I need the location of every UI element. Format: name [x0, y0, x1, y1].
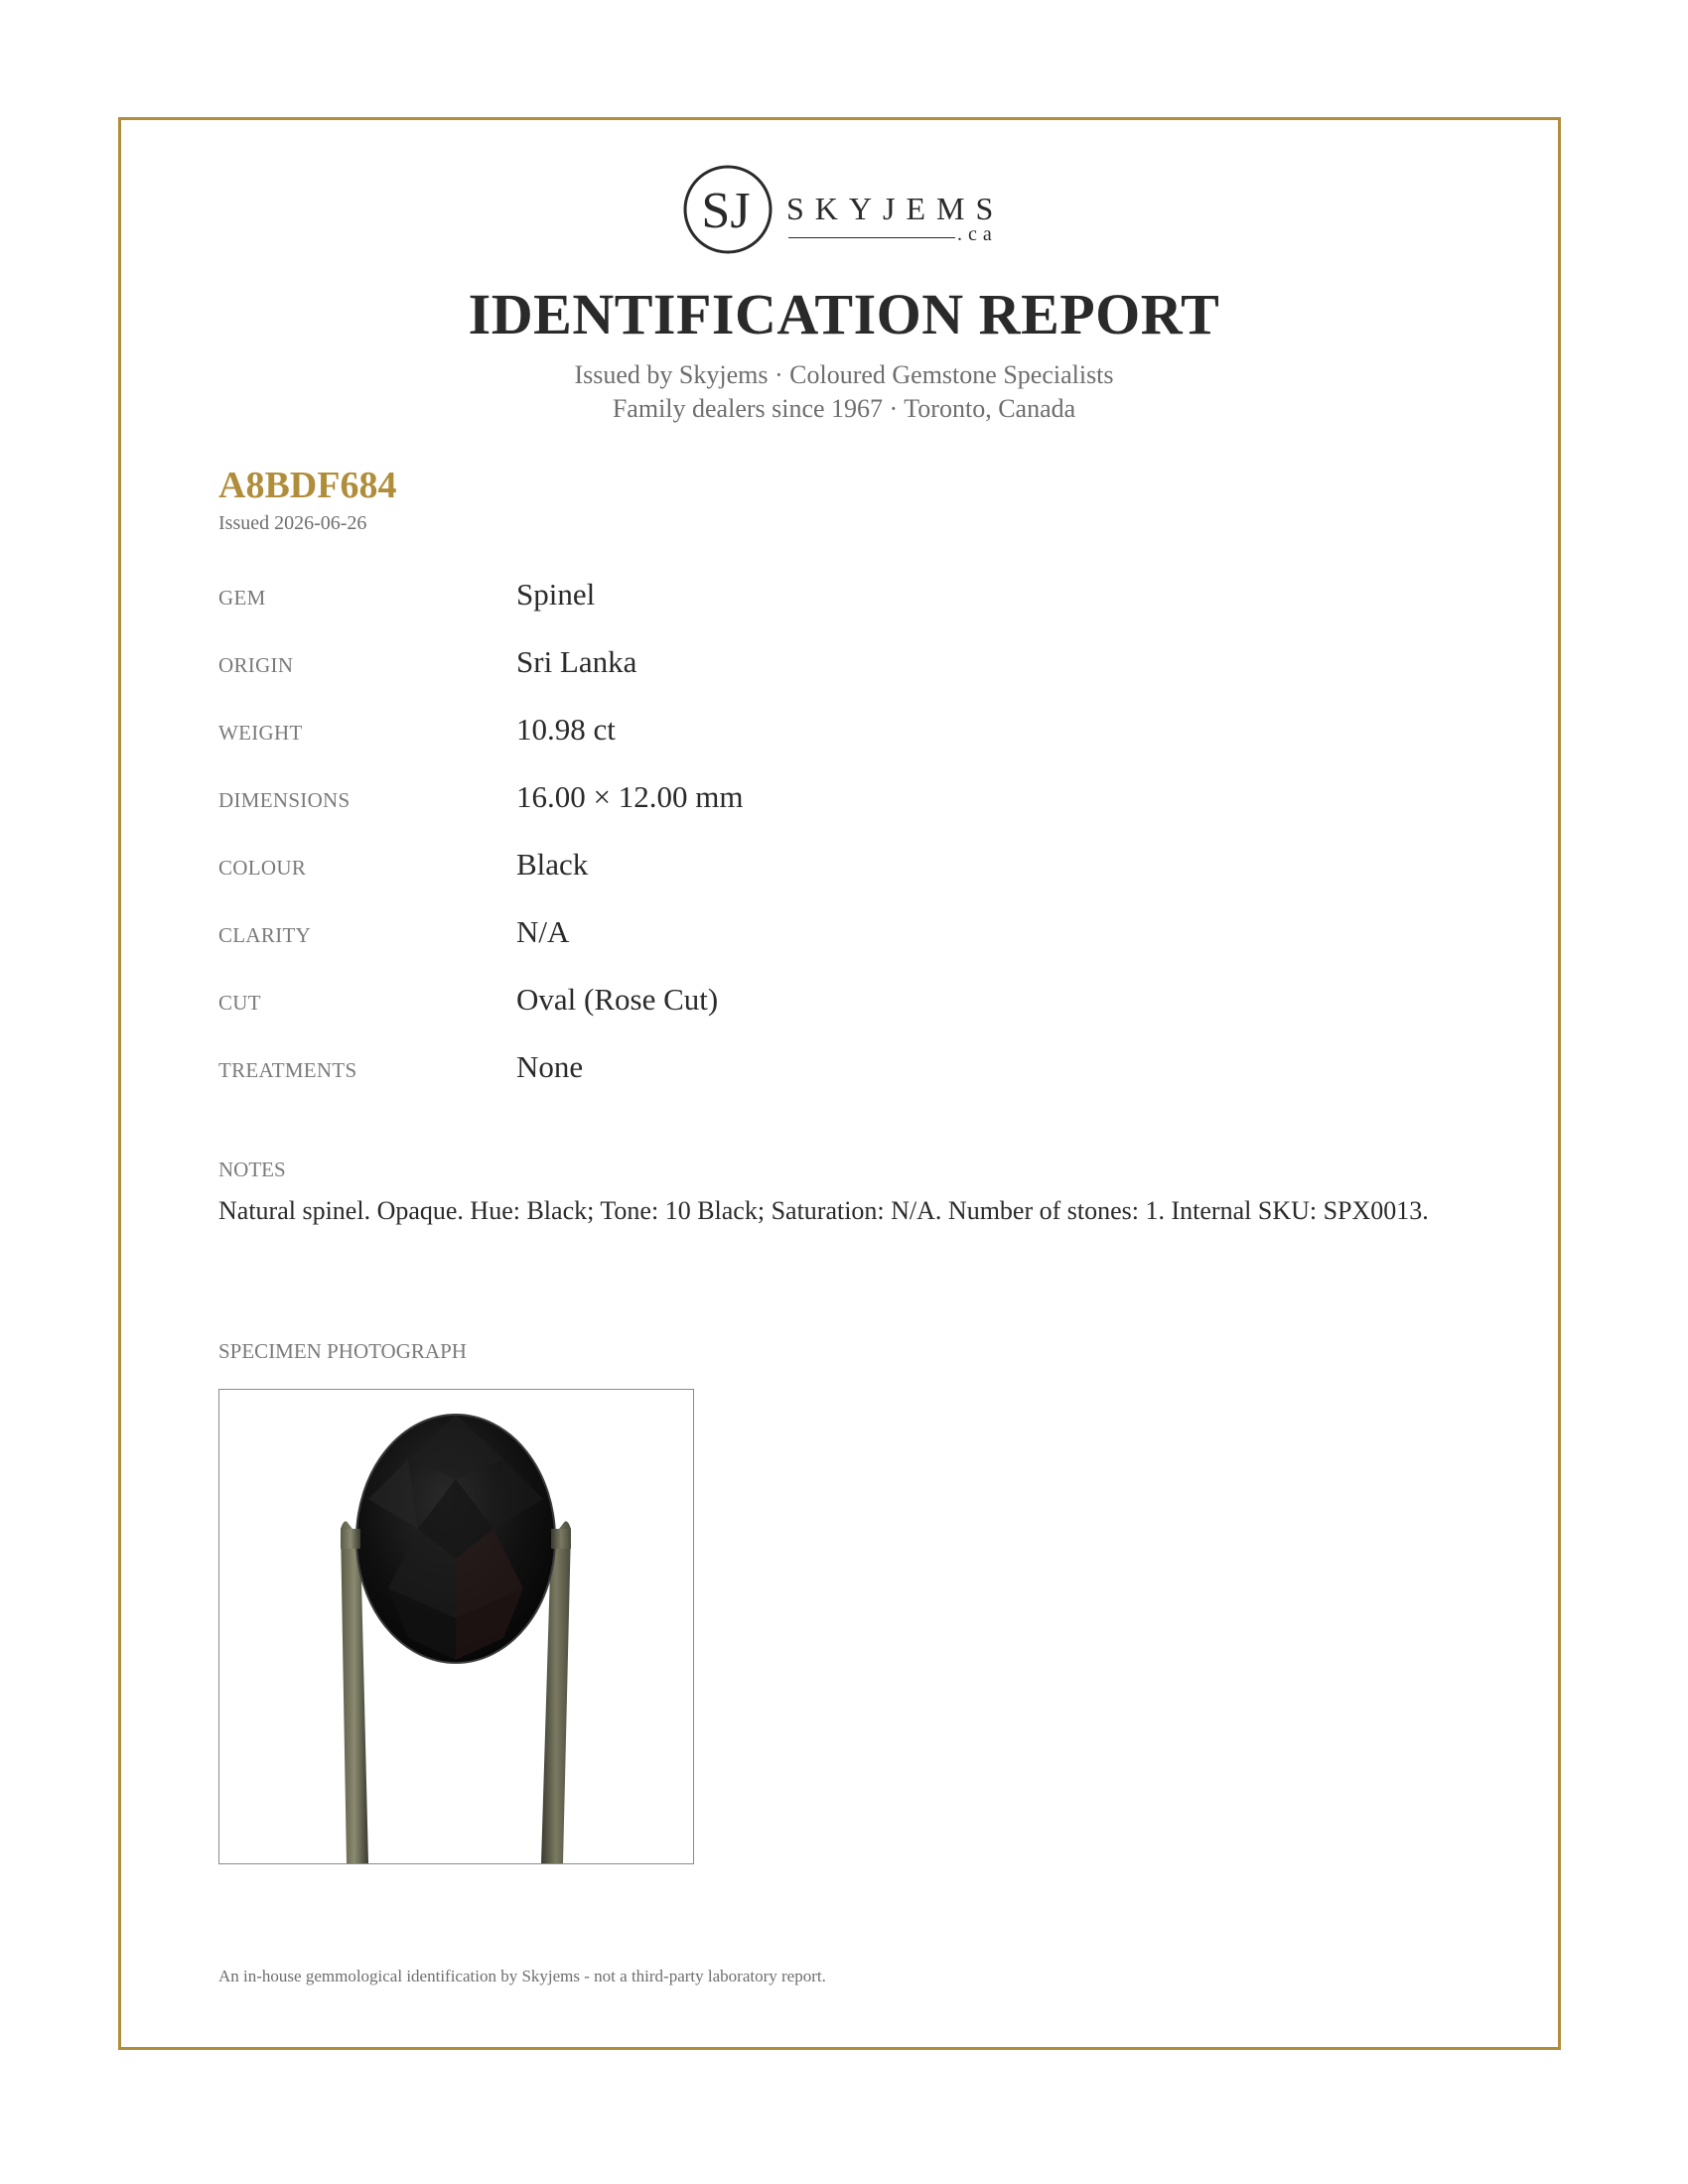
- skyjems-logo: [682, 164, 1010, 263]
- field-value: Sri Lanka: [516, 644, 637, 679]
- issued-date: Issued 2026-06-26: [218, 512, 367, 534]
- gemstone-image: [219, 1390, 693, 1863]
- field-label: CUT: [218, 991, 261, 1015]
- field-label: TREATMENTS: [218, 1058, 357, 1082]
- field-label: COLOUR: [218, 856, 307, 880]
- field-label: CLARITY: [218, 923, 312, 947]
- field-label: WEIGHT: [218, 721, 303, 745]
- notes-label: NOTES: [218, 1158, 286, 1181]
- footer-disclaimer: An in-house gemmological identification by Skyjems - not a third-party laboratory report.: [218, 1967, 826, 1985]
- dealer-line: Family dealers since 1967 · Toronto, Canada: [612, 394, 1076, 423]
- specimen-photo: [218, 1389, 694, 1864]
- field-label: GEM: [218, 586, 266, 610]
- photo-label: SPECIMEN PHOTOGRAPH: [218, 1339, 467, 1363]
- svg-text:SJ: SJ: [701, 183, 751, 239]
- field-label: ORIGIN: [218, 653, 294, 677]
- brand-divider: [788, 237, 955, 238]
- issuer-line: Issued by Skyjems · Coloured Gemstone Specialists: [574, 360, 1114, 389]
- field-value: Spinel: [516, 577, 596, 612]
- field-value: N/A: [516, 914, 570, 949]
- sj-monogram-icon: [682, 164, 774, 255]
- field-value: 10.98 ct: [516, 712, 616, 747]
- notes-text: Natural spinel. Opaque. Hue: Black; Tone: 10 Black; Saturation: N/A. Number of stones: 1. Internal SKU: SPX0013.: [218, 1196, 1429, 1225]
- field-value: Black: [516, 847, 589, 882]
- brand-name: SKYJEMS: [786, 191, 1005, 226]
- report-id: A8BDF684: [218, 465, 397, 506]
- field-value: Oval (Rose Cut): [516, 982, 719, 1017]
- brand-tld: .ca: [957, 223, 998, 245]
- report-title: IDENTIFICATION REPORT: [468, 282, 1220, 346]
- field-value: None: [516, 1049, 584, 1084]
- field-label: DIMENSIONS: [218, 788, 351, 812]
- field-value: 16.00 × 12.00 mm: [516, 779, 744, 814]
